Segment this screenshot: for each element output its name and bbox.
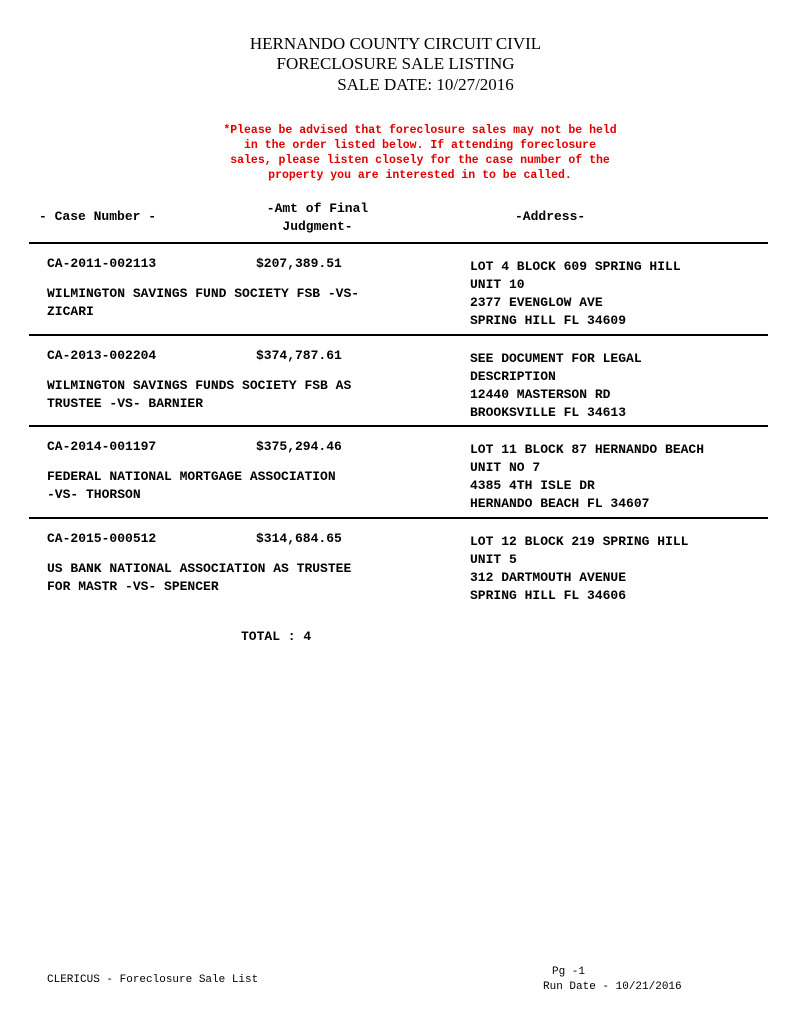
footer-system-name: CLERICUS - Foreclosure Sale List [47,974,259,986]
notice-line: in the order listed below. If attending foreclosure [244,139,596,152]
address-line: UNIT 5 [470,552,517,567]
judgment-amount: $314,684.65 [256,531,342,546]
row-divider [29,425,768,427]
title-line-sale-date: SALE DATE: 10/27/2016 [337,75,514,94]
notice-line: *Please be advised that foreclosure sales may not be held [223,124,617,137]
address-line: LOT 12 BLOCK 219 SPRING HILL [470,534,689,549]
address-line: SPRING HILL FL 34609 [470,313,627,328]
address-line: DESCRIPTION [470,369,556,384]
case-number: CA-2014-001197 [47,439,157,454]
row-divider [29,334,768,336]
case-parties-line: FOR MASTR -VS- SPENCER [47,579,219,594]
case-number: CA-2013-002204 [47,348,157,363]
address-line: 312 DARTMOUTH AVENUE [470,570,627,585]
total-count: TOTAL : 4 [241,629,312,644]
footer-page-number: Pg -1 [552,966,586,978]
notice-line: sales, please listen closely for the case number of the [230,154,610,167]
address-line: UNIT 10 [470,277,525,292]
case-number: CA-2011-002113 [47,256,157,271]
case-parties-line: -VS- THORSON [47,487,141,502]
judgment-amount: $375,294.46 [256,439,342,454]
notice-line: property you are interested in to be called. [268,169,572,182]
header-divider [29,242,768,244]
case-parties-line: WILMINGTON SAVINGS FUND SOCIETY FSB -VS- [47,286,360,301]
footer-run-date: Run Date - 10/21/2016 [543,981,682,993]
address-line: BROOKSVILLE FL 34613 [470,405,627,420]
judgment-amount: $374,787.61 [256,348,342,363]
case-parties-line: WILMINGTON SAVINGS FUNDS SOCIETY FSB AS [47,378,352,393]
header-amount-line2: Judgment- [282,219,353,234]
header-case-number: - Case Number - [39,209,157,224]
address-line: HERNANDO BEACH FL 34607 [470,496,650,511]
case-number: CA-2015-000512 [47,531,157,546]
address-line: UNIT NO 7 [470,460,541,475]
address-line: 4385 4TH ISLE DR [470,478,595,493]
address-line: LOT 4 BLOCK 609 SPRING HILL [470,259,681,274]
address-line: 2377 EVENGLOW AVE [470,295,603,310]
row-divider [29,517,768,519]
case-parties-line: FEDERAL NATIONAL MORTGAGE ASSOCIATION [47,469,336,484]
case-parties-line: TRUSTEE -VS- BARNIER [47,396,204,411]
title-line-county: HERNANDO COUNTY CIRCUIT CIVIL [249,34,542,53]
case-parties-line: US BANK NATIONAL ASSOCIATION AS TRUSTEE [47,561,352,576]
header-address: -Address- [515,209,586,224]
address-line: SEE DOCUMENT FOR LEGAL [470,351,642,366]
address-line: 12440 MASTERSON RD [470,387,611,402]
judgment-amount: $207,389.51 [256,256,342,271]
address-line: LOT 11 BLOCK 87 HERNANDO BEACH [470,442,705,457]
address-line: SPRING HILL FL 34606 [470,588,627,603]
case-parties-line: ZICARI [47,304,94,319]
title-line-listing: FORECLOSURE SALE LISTING [276,54,515,73]
header-amount-line1: -Amt of Final [266,201,369,216]
